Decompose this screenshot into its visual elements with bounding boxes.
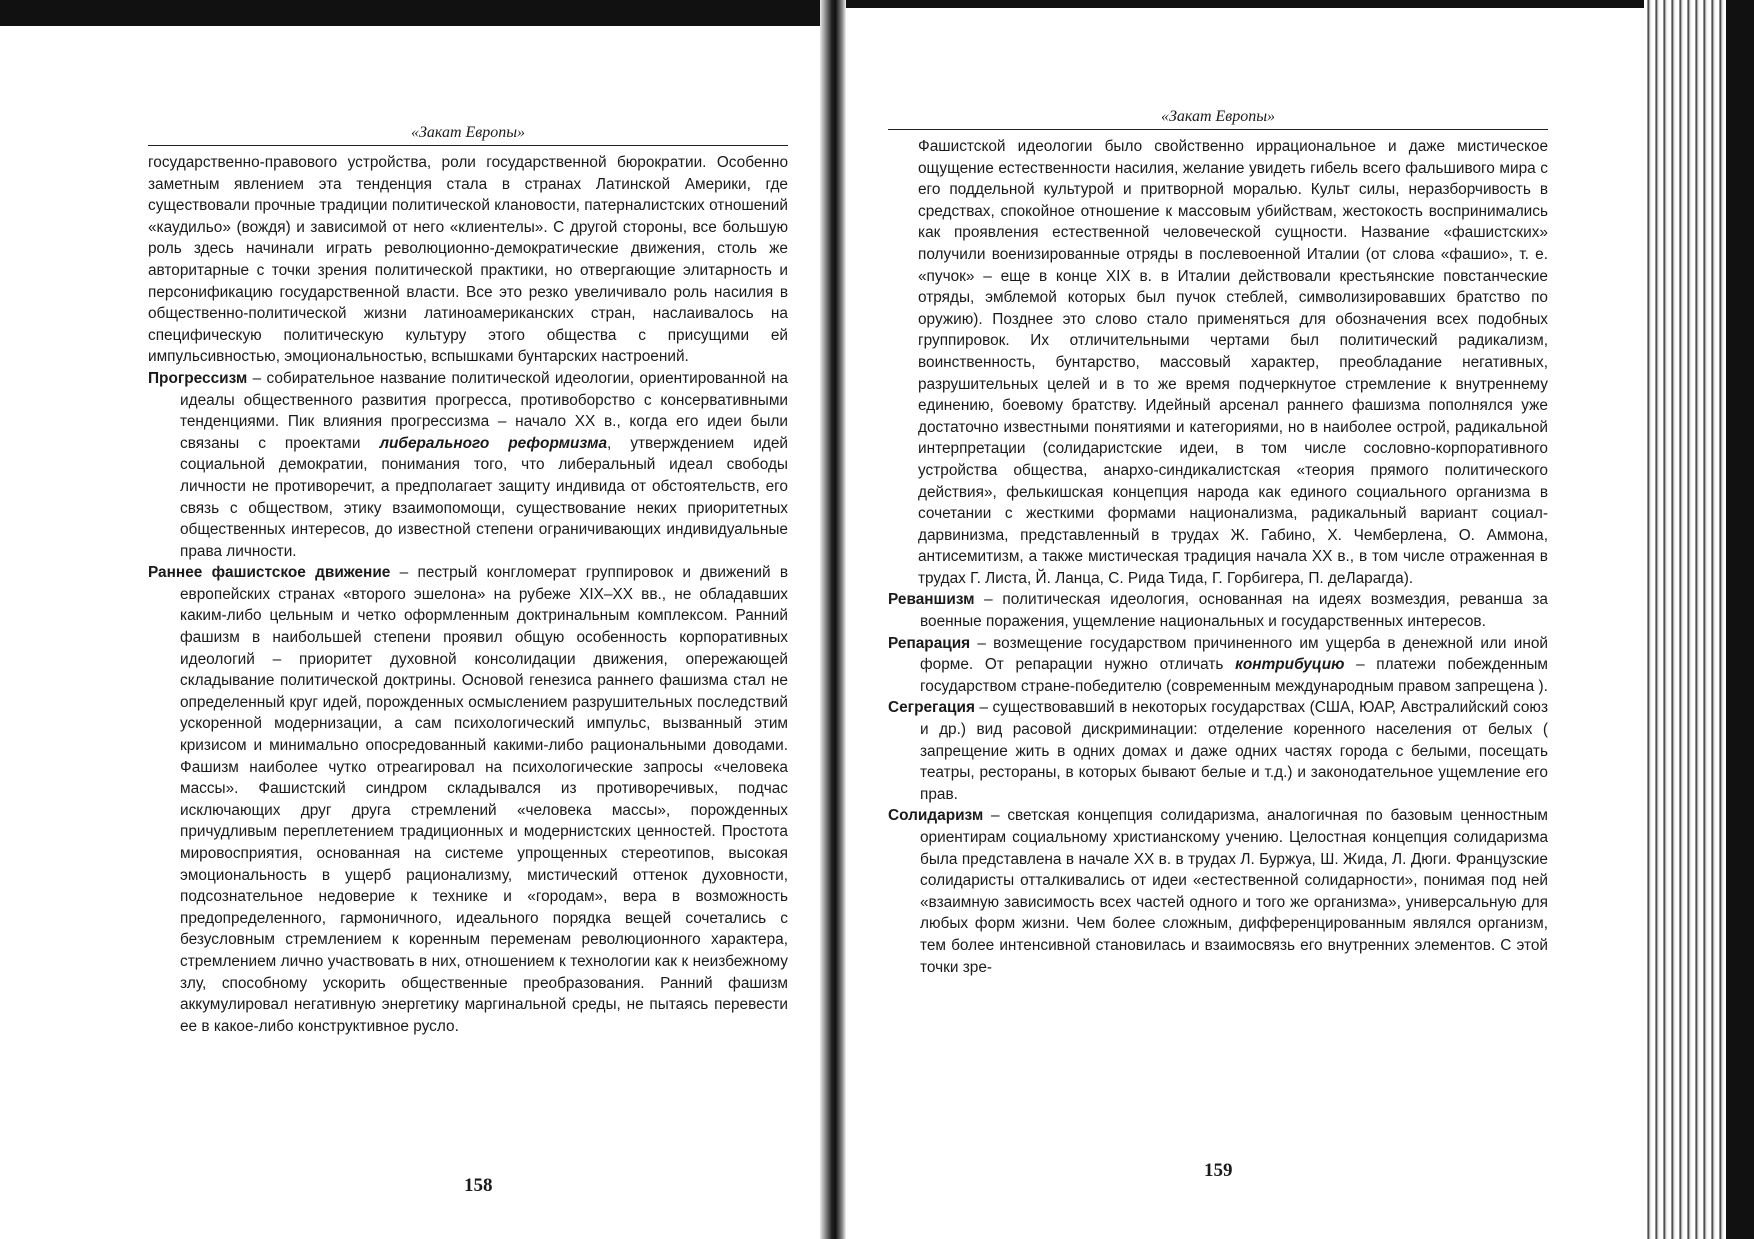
left-page [148, 0, 803, 1196]
glossary-entry-progressism [148, 368, 788, 562]
entry-term: Прогрессизм [148, 369, 248, 387]
entry-term: Реваншизм [888, 591, 975, 609]
running-head: «Закат Европы» [148, 124, 788, 146]
glossary-entry-segregation [888, 697, 1548, 805]
glossary-entry-solidarism [888, 805, 1548, 978]
page-body [888, 136, 1548, 978]
page-number: 158 [464, 1175, 493, 1196]
entry-term: Сегрегация [888, 699, 975, 717]
page-number: 159 [1204, 1160, 1233, 1181]
entry-text: – существовавший в некоторых государствах (США, ЮАР, Австралийский союз и др.) вид расовой дискриминации: отделение коренного населения от белых ( запрещение жить в одних домах и даже одних частях города с белыми, посещать театры, рестораны, в которых бывают белые и т.д.) и законодательное ущемление его прав. [920, 699, 1548, 803]
cross-reference: либерального реформизма [379, 434, 608, 452]
right-page [888, 0, 1548, 1181]
entry-term: Солидаризм [888, 807, 984, 825]
glossary-entry-reparation [888, 633, 1548, 698]
entry-text: , утверждением идей социальной демократии, понимания того, что либеральный идеал свободы личности не противоречит, а предполагает защиту индивида от обстоятельств, его связь с обществом, этику взаимопомощи, существование неких приоритетных общественных интересов, до известной степени ограничивающих индивидуальные права личности. [180, 434, 788, 560]
entry-text: – пестрый конгломерат группировок и движений в европейских странах «второго эшелона» на рубеже XIX–XX вв., не обладавших каким-либо цельным и четко оформленным доктринальным комплексом. Ранний фашизм в наибольшей степени проявил общую особенность корпоративных идеологий – приоритет духовной консолидации движения, опережающей складывание политической доктрины. Основой генезиса раннего фашизма стал не определенный круг идей, порожденных осмыслением разрушительных последствий ускоренной модернизации, а сам психологический импульс, вызванный этим кризисом и минимально опосредованный какими-либо рациональными доводами. Фашизм наиболее чутко отреагировал на психологические запросы «человека массы». Фашистский синдром складывался из противоречивых, подчас исключающих друг друга стремлений «человека массы», порожденных причудливым переплетением традиционных и модернистских ценностей. Простота мировосприятия, основанная на системе упрощенных стереотипов, высокая эмоциональность в ущерб рационализму, мистический оттенок духовности, подсознательное недоверие к технике и «городам», вера в возможность предопределенного, гармоничного, идеального порядка вещей сочетались с безусловным стремлением к коренным переменам революционного характера, стремлением лично участвовать в них, отношением к технологии как к неизбежному злу, способному ускорить общественные преобразования. Ранний фашизм аккумулировал негативную энергетику маргинальной среды, не пытаясь перевести ее в какое-либо конструктивное русло. [180, 564, 788, 1035]
entry-term: Репарация [888, 634, 971, 652]
book-gutter [820, 0, 846, 1239]
entry-text: – платежи побежденным государством стране-победителю (современным международным правом запрещена ). [920, 656, 1548, 695]
scan-right-shadow [1726, 0, 1754, 1239]
entry-text: – светская концепция солидаризма, аналогичная по базовым ценностным ориентирам социальному христианскому учению. Целостная концепция солидаризма была представлена в начале XX в. в трудах Л. Буржуа, Ш. Жида, Л. Дюги. Французские солидаристы отталкивались от идеи «естественной солидарности», понимая под ней «взаимную зависимость всех частей одного и того же организма», универсальную для любых форм жизни. Чем более сложным, дифференцированным являлся организм, тем более интенсивной становилась и взаимосвязь его внутренних элементов. С этой точки зре- [920, 807, 1548, 976]
entry-text: – собирательное название политической идеологии, ориентированной на идеалы общественного развития прогресса, противоборство с консервативными тенденциями. Пик влияния прогрессизма – начало XX в., когда его идеи были связаны с проектами [180, 369, 788, 452]
entry-text: – возмещение государством причиненного им ущерба в денежной или иной форме. От репарации нужно отличать [920, 634, 1548, 674]
entry-term: Раннее фашистское движение [148, 564, 391, 582]
entry-text: – политическая идеология, основанная на идеях возмездия, реванша за военные поражения, ущемление национальных и государственных интересов. [920, 591, 1548, 631]
continued-paragraph: государственно-правового устройства, роли государственной бюрократии. Особенно заметным явлением эта тенденция стала в странах Латинской Америки, где существовали прочные традиции политической клановости, патерналистских отношений «каудильо» (вождя) и зависимой от него «клиентелы». С другой стороны, все большую роль здесь начинали играть революционно-демократические движения, столь же авторитарные с точки зрения политической практики, но отвергающие элитарность и персонификацию государственной власти. Все это резко увеличивало роль насилия в общественно-политической жизни латиноамериканских стран, наслаивалось на специфическую политическую культуру этого общества с присущими ей импульсивностью, эмоциональностью, вспышками бунтарских настроений. [148, 154, 788, 366]
running-head: «Закат Европы» [888, 108, 1548, 130]
cross-reference: контрибуцию [1235, 656, 1345, 674]
glossary-entry-early-fascism [148, 562, 788, 1037]
page-body [148, 152, 788, 1037]
glossary-entry-revanchism [888, 589, 1548, 632]
continued-paragraph: Фашистской идеологии было свойственно иррациональное и даже мистическое ощущение естественности насилия, желание увидеть гибель всего фальшивого мира с его поддельной культурой и притворной моралью. Культ силы, неразборчивость в средствах, спокойное отношение к массовым убийствам, жестокость воспринимались как проявления естественной человеческой сущности. Название «фашистских» получили военизированные отряды в послевоенной Италии (от слова «фашио», т. е. «пучок» – еще в конце XIX в. в Италии действовали крестьянские повстанческие отряды, эмблемой которых был пучок стеблей, символизировавших братство по оружию). Позднее это слово стало применяться для обозначения всех подобных группировок. Их отличительными чертами был политический радикализм, воинственность, бунтарство, массовый характер, преобладание негативных, разрушительных целей и в то же время подчеркнутое стремление к внутреннему единению, боевому братству. Идейный арсенал раннего фашизма пополнялся уже достаточно известными понятиями и категориями, но в наиболее острой, радикальной интерпретации (солидаристские идеи, в том числе сословно-корпоративного устройства общества, анархо-синдикалистская «теория прямого политического действия», фелькишская концепция народа как единого социального организма в сочетании с жесткими формами национализма, радикальный вариант социал-дарвинизма, представленный в трудах Ж. Габино, Х. Чемберлена, О. Аммона, антисемитизм, а также мистическая традиция начала XX в., в том числе отраженная в трудах Г. Листа, Й. Ланца, С. Рида Тида, Г. Горбигера, П. деЛарагда). [918, 138, 1548, 587]
